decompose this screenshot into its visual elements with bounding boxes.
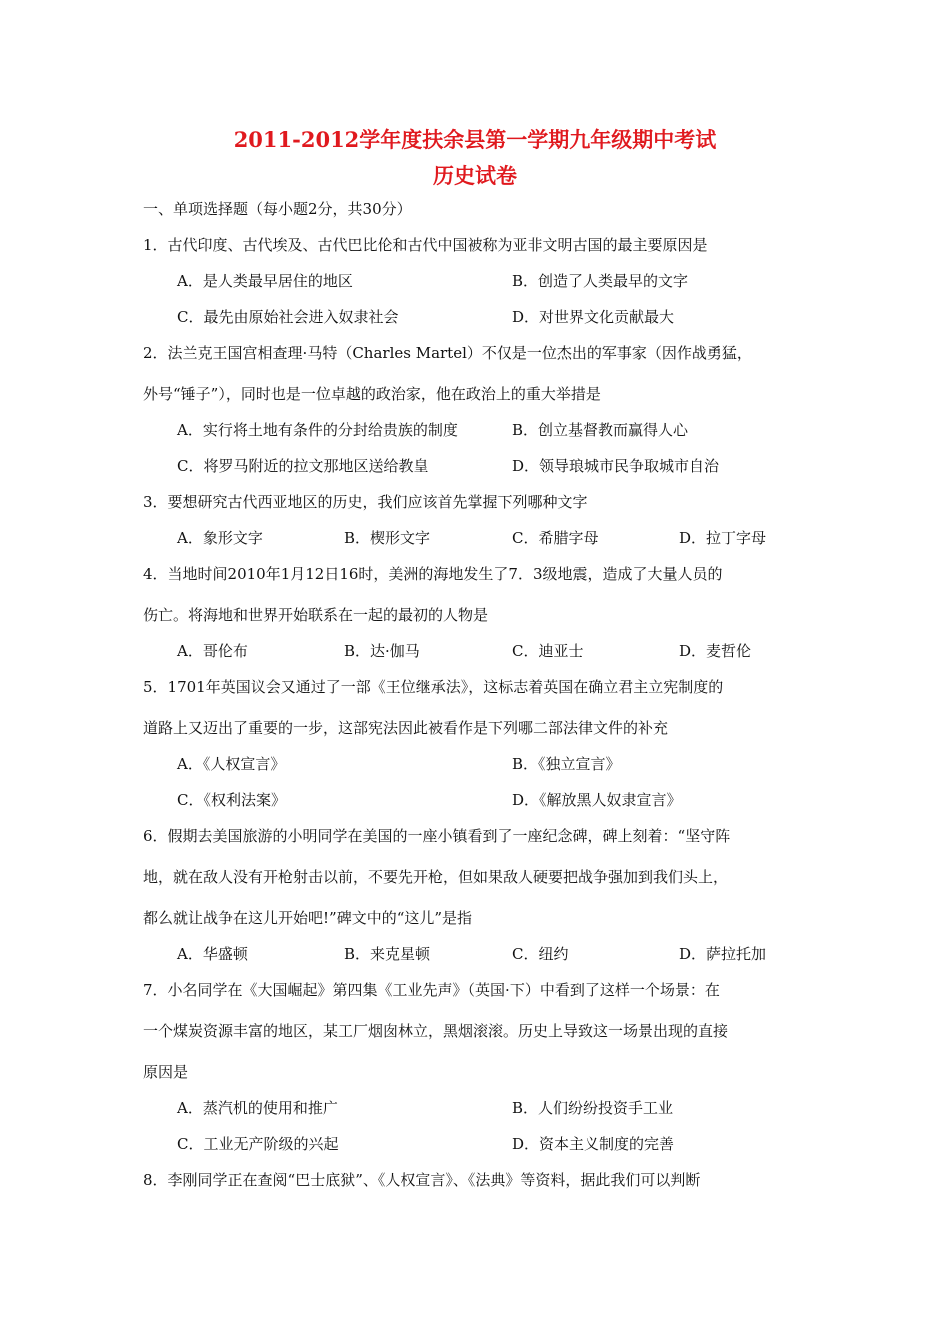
q2-option-d: D．领导琅城市民争取城市自治 [512,457,720,475]
q5-option-c: C．《权利法案》 [177,791,286,809]
section-heading: 一、单项选择题（每小题2分，共30分） [143,200,412,218]
q1-option-a: A．是人类最早居住的地区 [177,272,353,290]
q6-option-c: C．纽约 [512,945,569,963]
q5-option-b: B．《独立宣言》 [512,755,621,773]
q5-option-d: D．《解放黑人奴隶宣言》 [512,791,682,809]
question-2-line: 2．法兰克王国宫相查理·马特（Charles Martel）不仅是一位杰出的军事家（因作战勇猛， [143,344,752,362]
question-4-line: 伤亡。将海地和世界开始联系在一起的最初的人物是 [143,606,489,624]
q5-option-a: A．《人权宣言》 [177,755,286,773]
q7-option-c: C．工业无产阶级的兴起 [177,1135,339,1153]
question-5-line: 5．1701年英国议会又通过了一部《王位继承法》，这标志着英国在确立君主立宪制度的 [143,678,724,696]
q4-option-b: B．达·伽马 [344,642,420,660]
q7-option-b: B．人们纷纷投资手工业 [512,1099,674,1117]
question-1-line: 1．古代印度、古代埃及、古代巴比伦和古代中国被称为亚非文明古国的最主要原因是 [143,236,708,254]
question-6-line: 都么就让战争在这儿开始吧!”碑文中的“这儿”是指 [143,909,473,927]
q7-option-a: A．蒸汽机的使用和推广 [177,1099,338,1117]
question-6-line: 地，就在敌人没有开枪射击以前，不要先开枪，但如果敌人硬要把战争强加到我们头上， [143,868,729,886]
q4-option-c: C．迪亚士 [512,642,584,660]
question-7-line: 一个煤炭资源丰富的地区，某工厂烟囱林立，黑烟滚滚。历史上导致这一场景出现的直接 [143,1022,729,1040]
q1-option-d: D．对世界文化贡献最大 [512,308,675,326]
question-6-line: 6．假期去美国旅游的小明同学在美国的一座小镇看到了一座纪念碑，碑上刻着：“坚守阵 [143,827,731,845]
exam-subtitle: 历史试卷 [433,163,517,188]
q2-option-c: C．将罗马附近的拉文那地区送给教皇 [177,457,429,475]
q1-option-c: C．最先由原始社会进入奴隶社会 [177,308,399,326]
q1-option-b: B．创造了人类最早的文字 [512,272,689,290]
question-2-line: 外号“锤子”），同时也是一位卓越的政治家，他在政治上的重大举措是 [143,385,601,403]
q6-option-b: B．来克星顿 [344,945,431,963]
q3-option-d: D．拉丁字母 [679,529,767,547]
question-5-line: 道路上又迈出了重要的一步，这部宪法因此被看作是下列哪二部法律文件的补充 [143,719,669,737]
q3-option-a: A．象形文字 [177,529,263,547]
exam-title: 2011-2012学年度扶余县第一学期九年级期中考试 [233,127,717,152]
q2-option-b: B．创立基督教而赢得人心 [512,421,689,439]
q6-option-d: D．萨拉托加 [679,945,767,963]
q6-option-a: A．华盛顿 [177,945,248,963]
question-7-line: 7．小名同学在《大国崛起》第四集《工业先声》（英国·下）中看到了这样一个场景：在 [143,981,720,999]
q4-option-d: D．麦哲伦 [679,642,752,660]
question-8-line: 8．李刚同学正在查阅“巴士底狱”、《人权宣言》、《法典》等资料，据此我们可以判断 [143,1171,701,1189]
question-4-line: 4．当地时间2010年1月12日16时，美洲的海地发生了7．3级地震，造成了大量人员的 [143,565,723,583]
question-3-line: 3．要想研究古代西亚地区的历史，我们应该首先掌握下列哪种文字 [143,493,588,511]
q7-option-d: D．资本主义制度的完善 [512,1135,675,1153]
q4-option-a: A．哥伦布 [177,642,248,660]
q3-option-c: C．希腊字母 [512,529,599,547]
q3-option-b: B．楔形文字 [344,529,431,547]
question-7-line: 原因是 [143,1063,189,1081]
q2-option-a: A．实行将土地有条件的分封给贵族的制度 [177,421,458,439]
